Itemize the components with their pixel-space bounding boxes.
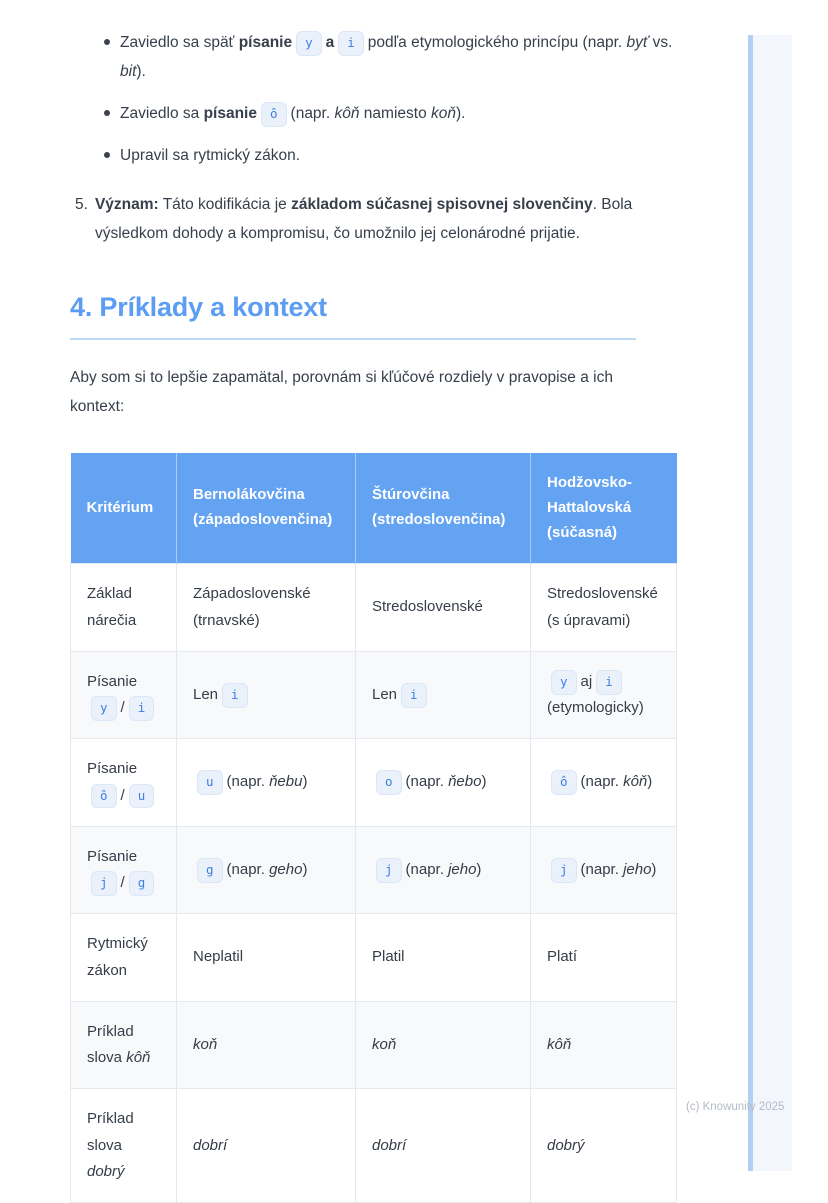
table-row bbox=[71, 739, 677, 827]
row-label bbox=[71, 651, 177, 739]
bold-text: a bbox=[325, 34, 335, 51]
header-cell-sturovcina: Štúrovčina (stredoslovenčina) bbox=[356, 453, 531, 564]
numbered-item-text bbox=[95, 190, 635, 248]
table-cell bbox=[531, 564, 677, 652]
table-cell bbox=[177, 1089, 356, 1203]
text: (napr. bbox=[580, 773, 624, 791]
bold-text: Význam: bbox=[94, 195, 159, 213]
inline-code-badge: g bbox=[129, 871, 155, 896]
inline-code-badge: ô bbox=[91, 784, 117, 809]
comparison-table-body bbox=[71, 564, 677, 1203]
text: Stredoslovenské bbox=[372, 598, 483, 616]
text: ) bbox=[481, 773, 487, 791]
table-cell bbox=[356, 739, 531, 827]
text: Len bbox=[193, 685, 219, 703]
bullet-item bbox=[103, 99, 676, 128]
inline-code-badge: j bbox=[551, 858, 577, 883]
italic-text: ňebu bbox=[269, 773, 303, 791]
table-cell bbox=[356, 1001, 531, 1089]
table-cell bbox=[356, 564, 531, 652]
inline-code-badge: i bbox=[596, 670, 622, 695]
text: / bbox=[120, 699, 125, 716]
table-row bbox=[71, 1089, 677, 1203]
text: ). bbox=[456, 105, 466, 123]
table-row bbox=[71, 564, 677, 652]
table-cell bbox=[531, 1001, 677, 1089]
table-cell bbox=[531, 914, 677, 1002]
table-cell bbox=[177, 1001, 356, 1089]
text: ) bbox=[651, 860, 657, 878]
italic-text: koň bbox=[431, 105, 456, 123]
text: / bbox=[120, 874, 125, 891]
inline-code-badge: i bbox=[401, 683, 427, 708]
bullet-text bbox=[120, 147, 300, 164]
italic-text: dobrí bbox=[193, 1136, 228, 1154]
text: namiesto bbox=[359, 105, 431, 123]
text: . Bola výsledkom dohody a kompromisu, čo umožnilo jej celonárodné prijatie. bbox=[94, 195, 633, 242]
italic-text: ňebo bbox=[448, 773, 482, 791]
table-header-row bbox=[71, 453, 677, 564]
text: (napr. bbox=[226, 860, 270, 878]
bullet-list bbox=[70, 28, 676, 171]
italic-text: geho bbox=[269, 860, 303, 878]
italic-text: koň bbox=[372, 1035, 397, 1053]
italic-text: dobrí bbox=[372, 1136, 407, 1154]
inline-code-badge: ô bbox=[551, 770, 577, 795]
watermark: (c) Knowunity 2025 bbox=[686, 1101, 785, 1113]
inline-code-badge: o bbox=[376, 770, 402, 795]
text: aj bbox=[580, 672, 593, 690]
italic-text: kôň bbox=[623, 773, 648, 791]
text: Len bbox=[372, 685, 398, 703]
italic-text: jeho bbox=[448, 860, 477, 878]
header-cell-bernolakovcina: Bernolákovčina (západoslovenčina) bbox=[177, 453, 356, 564]
inline-code-badge: u bbox=[129, 784, 155, 809]
text: Upravil sa rytmický zákon. bbox=[120, 147, 301, 165]
text: Neplatil bbox=[193, 948, 244, 966]
text: (etymologicky) bbox=[547, 699, 644, 716]
text: vs. bbox=[648, 34, 673, 51]
table-cell bbox=[177, 564, 356, 652]
text: ) bbox=[647, 773, 653, 791]
text: Zaviedlo sa bbox=[120, 105, 204, 123]
text: (napr. bbox=[226, 773, 270, 791]
bold-text: písanie bbox=[238, 34, 293, 51]
inline-code-badge: ô bbox=[261, 102, 287, 127]
table-cell bbox=[531, 826, 677, 914]
text: podľa etymologického princípu (napr. bbox=[367, 34, 627, 51]
text: Platí bbox=[547, 948, 578, 966]
text: Príklad slova bbox=[87, 1110, 134, 1154]
table-cell bbox=[356, 914, 531, 1002]
inline-code-badge: i bbox=[222, 683, 248, 708]
bold-text: písanie bbox=[203, 105, 257, 123]
text: (napr. bbox=[580, 860, 624, 878]
text: Stredoslovenské (s úpravami) bbox=[547, 585, 658, 629]
bold-text: základom súčasnej spisovnej slovenčiny bbox=[291, 195, 593, 213]
row-label bbox=[71, 1089, 177, 1203]
italic-text: koň bbox=[193, 1035, 218, 1053]
table-cell bbox=[356, 826, 531, 914]
comparison-table bbox=[70, 453, 677, 1203]
table-row bbox=[71, 1001, 677, 1089]
table-row bbox=[71, 651, 677, 739]
italic-text: dobrý bbox=[87, 1162, 125, 1180]
row-label bbox=[71, 826, 177, 914]
text: Písanie bbox=[87, 760, 138, 778]
italic-text: bit bbox=[120, 63, 137, 81]
header-cell-kriterium: Kritérium bbox=[71, 453, 177, 564]
italic-text: kôň bbox=[334, 105, 360, 123]
table-cell bbox=[531, 651, 677, 739]
text: Príklad slova bbox=[87, 1022, 134, 1066]
text: (napr. bbox=[405, 773, 449, 791]
italic-text: kôň bbox=[126, 1049, 151, 1066]
table-header bbox=[71, 453, 677, 564]
bullet-text bbox=[120, 34, 672, 80]
italic-text: jeho bbox=[623, 860, 652, 878]
row-label bbox=[71, 1001, 177, 1089]
inline-code-badge: g bbox=[197, 858, 223, 883]
section-heading: 4. Príklady a kontext bbox=[70, 292, 636, 340]
table-cell bbox=[177, 651, 356, 739]
text: ) bbox=[302, 860, 308, 878]
page-margin-panel bbox=[753, 35, 792, 1171]
italic-text: dobrý bbox=[547, 1136, 585, 1154]
inline-code-badge: y bbox=[91, 696, 117, 721]
inline-code-badge: y bbox=[551, 670, 577, 695]
numbered-list-item bbox=[75, 190, 635, 248]
text: Platil bbox=[372, 948, 405, 966]
table-cell bbox=[356, 1089, 531, 1203]
row-label bbox=[71, 914, 177, 1002]
bullet-text bbox=[120, 105, 465, 122]
row-label bbox=[71, 564, 177, 652]
text: ). bbox=[136, 63, 146, 81]
inline-code-badge: y bbox=[296, 31, 322, 56]
inline-code-badge: i bbox=[338, 31, 364, 56]
table-cell bbox=[356, 651, 531, 739]
header-cell-hodzovsko: Hodžovsko-Hattalovská (súčasná) bbox=[531, 453, 677, 564]
text: Písanie bbox=[87, 847, 138, 865]
table-cell bbox=[177, 826, 356, 914]
text: ) bbox=[476, 860, 482, 878]
text: Písanie bbox=[87, 672, 138, 690]
bullet-item bbox=[103, 141, 676, 170]
text: Západoslovenské (trnavské) bbox=[193, 585, 311, 629]
text: (napr. bbox=[290, 105, 335, 123]
table-row bbox=[71, 914, 677, 1002]
table-cell bbox=[531, 1089, 677, 1203]
list-number: 5. bbox=[75, 195, 88, 213]
document-content bbox=[70, 28, 676, 1203]
inline-code-badge: j bbox=[91, 871, 117, 896]
table-row bbox=[71, 826, 677, 914]
bullet-item bbox=[103, 28, 676, 86]
inline-code-badge: j bbox=[376, 858, 402, 883]
table-cell bbox=[177, 914, 356, 1002]
table-cell bbox=[531, 739, 677, 827]
text: Základ nárečia bbox=[87, 585, 137, 629]
text: (napr. bbox=[405, 860, 449, 878]
row-label bbox=[71, 739, 177, 827]
italic-text: kôň bbox=[547, 1035, 572, 1053]
table-cell bbox=[177, 739, 356, 827]
italic-text: byť bbox=[626, 34, 649, 51]
text: / bbox=[120, 786, 125, 804]
text: Zaviedlo sa späť bbox=[120, 34, 239, 51]
text: Rytmický zákon bbox=[87, 935, 148, 979]
text: ) bbox=[302, 773, 308, 791]
inline-code-badge: i bbox=[129, 696, 155, 721]
inline-code-badge: u bbox=[197, 770, 223, 795]
text: Táto kodifikácia je bbox=[158, 195, 292, 213]
intro-paragraph: Aby som si to lepšie zapamätal, porovnám si kľúčové rozdiely v pravopise a ich kontext: bbox=[70, 368, 613, 415]
